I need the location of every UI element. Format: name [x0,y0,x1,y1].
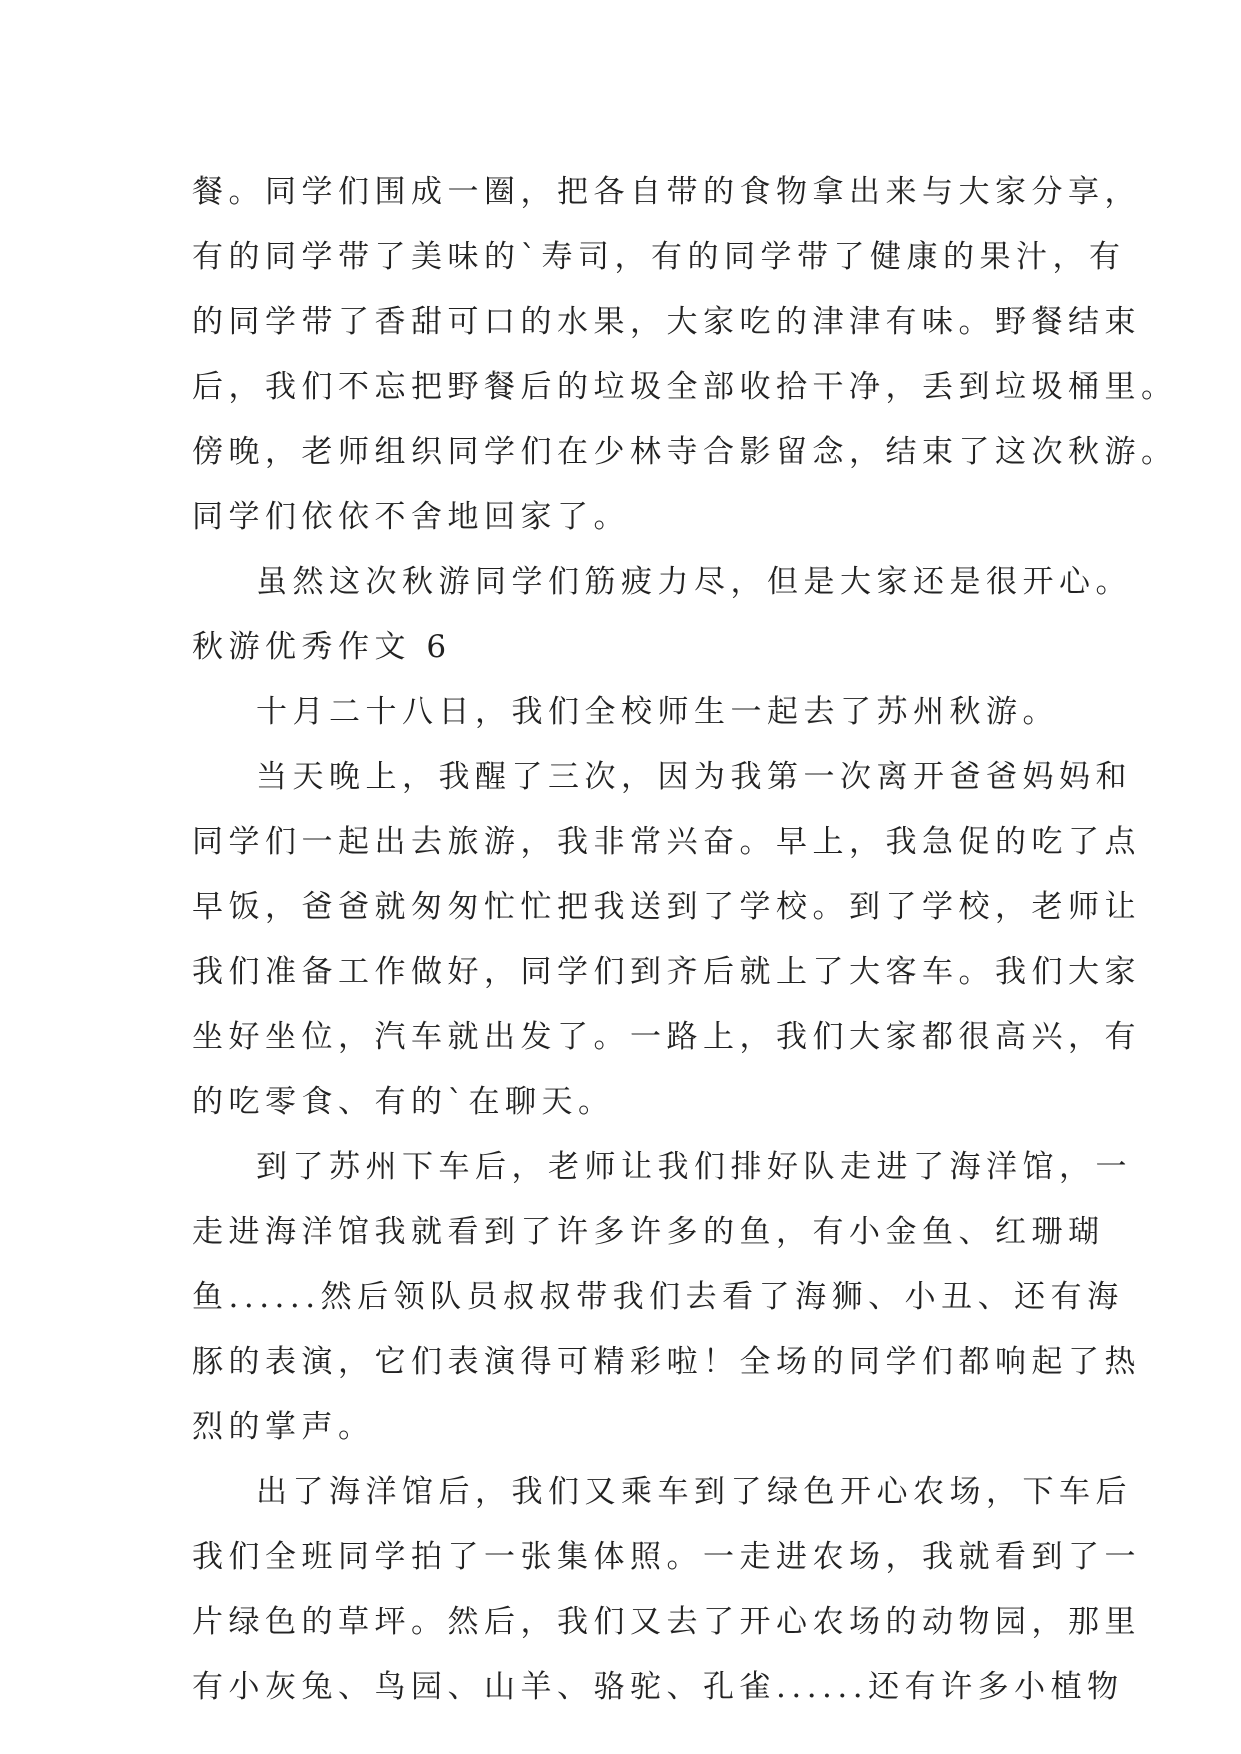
paragraph-start-line: 到了苏州下车后，老师让我们排好队走进了海洋馆，一 [256,1149,1132,1185]
text-line: 烈的掌声。 [192,1409,375,1445]
essay-body [192,160,1178,1720]
text-line: 鱼......然后领队员叔叔带我们去看了海狮、小丑、还有海 [192,1279,1124,1315]
text-line: 后，我们不忘把野餐后的垃圾全部收拾干净，丢到垃圾桶里。 [192,369,1178,405]
text-line: 餐。同学们围成一圈，把各自带的食物拿出来与大家分享， [192,174,1141,210]
text-line: 豚的表演，它们表演得可精彩啦！全场的同学们都响起了热 [192,1344,1141,1380]
paragraph-start-line: 出了海洋馆后，我们又乘车到了绿色开心农场，下车后 [256,1474,1132,1510]
paragraph-start-line: 虽然这次秋游同学们筋疲力尽，但是大家还是很开心。 [256,564,1132,600]
text-line: 有的同学带了美味的`寿司，有的同学带了健康的果汁，有 [192,239,1126,275]
text-line: 的吃零食、有的`在聊天。 [192,1084,615,1120]
text-line: 同学们依依不舍地回家了。 [192,499,630,535]
paragraph-start-line: 十月二十八日，我们全校师生一起去了苏州秋游。 [256,694,1059,730]
text-line: 傍晚，老师组织同学们在少林寺合影留念，结束了这次秋游。 [192,434,1178,470]
text-line: 我们全班同学拍了一张集体照。一走进农场，我就看到了一 [192,1539,1141,1575]
text-line: 的同学带了香甜可口的水果，大家吃的津津有味。野餐结束 [192,304,1141,340]
text-line: 早饭，爸爸就匆匆忙忙把我送到了学校。到了学校，老师让 [192,889,1141,925]
text-line: 片绿色的草坪。然后，我们又去了开心农场的动物园，那里 [192,1604,1141,1640]
essay-heading: 秋游优秀作文 6 [192,629,452,665]
text-line: 走进海洋馆我就看到了许多许多的鱼，有小金鱼、红珊瑚 [192,1214,1105,1250]
paragraph-start-line: 当天晚上，我醒了三次，因为我第一次离开爸爸妈妈和 [256,759,1132,795]
text-line: 同学们一起出去旅游，我非常兴奋。早上，我急促的吃了点 [192,824,1141,860]
text-line: 我们准备工作做好，同学们到齐后就上了大客车。我们大家 [192,954,1141,990]
text-line: 坐好坐位，汽车就出发了。一路上，我们大家都很高兴，有 [192,1019,1141,1055]
text-line: 有小灰兔、鸟园、山羊、骆驼、孔雀......还有许多小植物 [192,1669,1124,1705]
